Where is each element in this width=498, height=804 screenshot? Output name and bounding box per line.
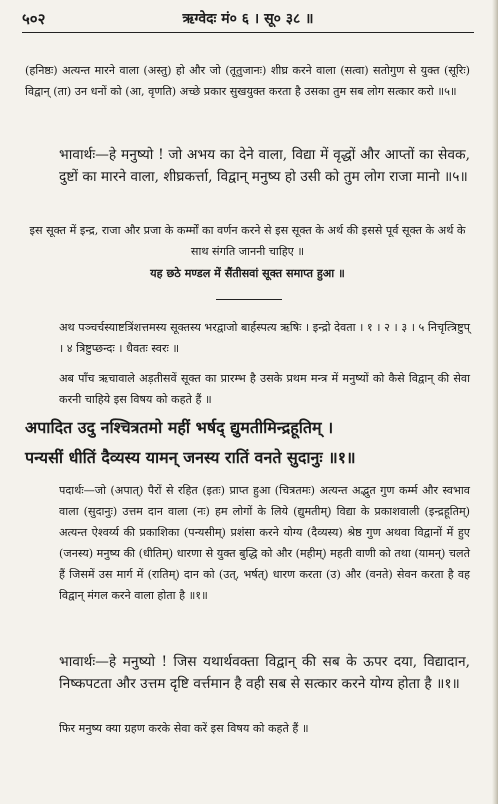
sukta-end-note: यह छठे मण्डल में सैंतीसवां सूक्त समाप्त हुआ ॥	[150, 266, 345, 280]
mantra-line-2: पन्यसीं धीतिं दैव्यस्य यामन् जनस्य रातिं वनते सुदानुः ॥१॥	[25, 448, 356, 467]
page-header	[22, 6, 474, 32]
sukta-introduction: अथ पञ्चर्चस्याष्टत्रिंशत्तमस्य सूक्तस्य भरद्वाजो बार्हस्पत्य ऋषिः । इन्द्रो देवता । १ । २ । ३ । ५ निचृत्त्रिष्टुप् । ४ त्रिष्टुप्छन्दः । धैवतः स्वरः ॥	[59, 321, 470, 355]
continued-padartha-paragraph: (हनिष्ठः) अत्यन्त मारने वाला (अस्तु) हो और जो (तूतुजानः) शीघ्र करने वाला (सत्वा) सतोगुण से युक्त (सूरिः) विद्वान् (ता) उन धनों को (आ, वृणति) अच्छे प्रकार सुखयुक्त करता है उसका तुम सब लोग सत्कार करो ॥५॥	[25, 64, 470, 98]
page-edge-shadow	[492, 0, 498, 804]
bhavartha-paragraph-2: भावार्थः—हे मनुष्यो ! जिस यथार्थवक्ता विद्वान् की सब के ऊपर दया, विद्यादान, निष्कपटता और उत्तम दृष्टि वर्त्तमान है वही सब से सत्कार करने योग्य होता है ॥१॥	[59, 654, 470, 692]
running-title: ऋग्वेदः मं० ६ । सू० ३८ ॥	[182, 11, 314, 27]
topic-statement: अब पाँच ऋचावाले अड़तीसवें सूक्त का प्रारम्भ है उसके प्रथम मन्त्र में मनुष्यों को कैसे विद्वान् की सेवा करनी चाहिये इस विषय को कहते हैं ॥	[59, 372, 470, 406]
bhavartha-paragraph-1: भावार्थः—हे मनुष्यो ! जो अभय का देने वाला, विद्या में वृद्धों और आप्तों का सेवक, दुष्टों का मारने वाला, शीघ्रकर्त्ता, विद्वान् मनुष्य हो उसी को तुम लोग राजा मानो ॥५॥	[59, 147, 470, 185]
page-number: ५०२	[22, 10, 46, 28]
header-rule	[22, 32, 474, 33]
padartha-paragraph: पदार्थः—जो (अपात्) पैरों से रहित (इतः) प्राप्त हुआ (चित्रतमः) अत्यन्त अद्भुत गुण कर्म्म और स्वभाव वाला (सुदानुः) उत्तम दान वाला (नः) हम लोगों के लिये (द्युमतीम्) विद्या के प्रकाशवाली (इन्द्रहूतिम्) अत्यन्त ऐश्वर्य्य की प्रकाशिका (पन्यसीम्) प्रशंसा करने योग्य (दैव्यस्य) श्रेष्ठ गुण अथवा विद्वानों में हुए (जनस्य) मनुष्य की (धीतिम्) धारणा से युक्त बुद्धि को और (महीम्) महती वाणी को तथा (यामन्) चलते हैं जिसमें उस मार्ग में (रातिम्) दान को (उत्, भर्षत्) धारण करता (उ) और (वनते) सेवन करता है वह विद्वान् मंगल करने वाला होता है ॥१॥	[59, 484, 470, 602]
sukta-summary: इस सूक्त में इन्द्र, राजा और प्रजा के कर्म्मों का वर्णन करने से इस सूक्त के अर्थ की इससे पूर्व सूक्त के अर्थ के साथ संगति जाननी चाहिए ॥	[29, 224, 466, 258]
next-topic-statement: फिर मनुष्य क्या ग्रहण करके सेवा करें इस विषय को कहते हैं ॥	[59, 722, 309, 735]
section-divider	[216, 299, 282, 300]
mantra-line-1: अपादित उदु नश्चित्रतमो महीं भर्षद् द्युमतीमिन्द्रहूतिम् ।	[25, 418, 334, 437]
